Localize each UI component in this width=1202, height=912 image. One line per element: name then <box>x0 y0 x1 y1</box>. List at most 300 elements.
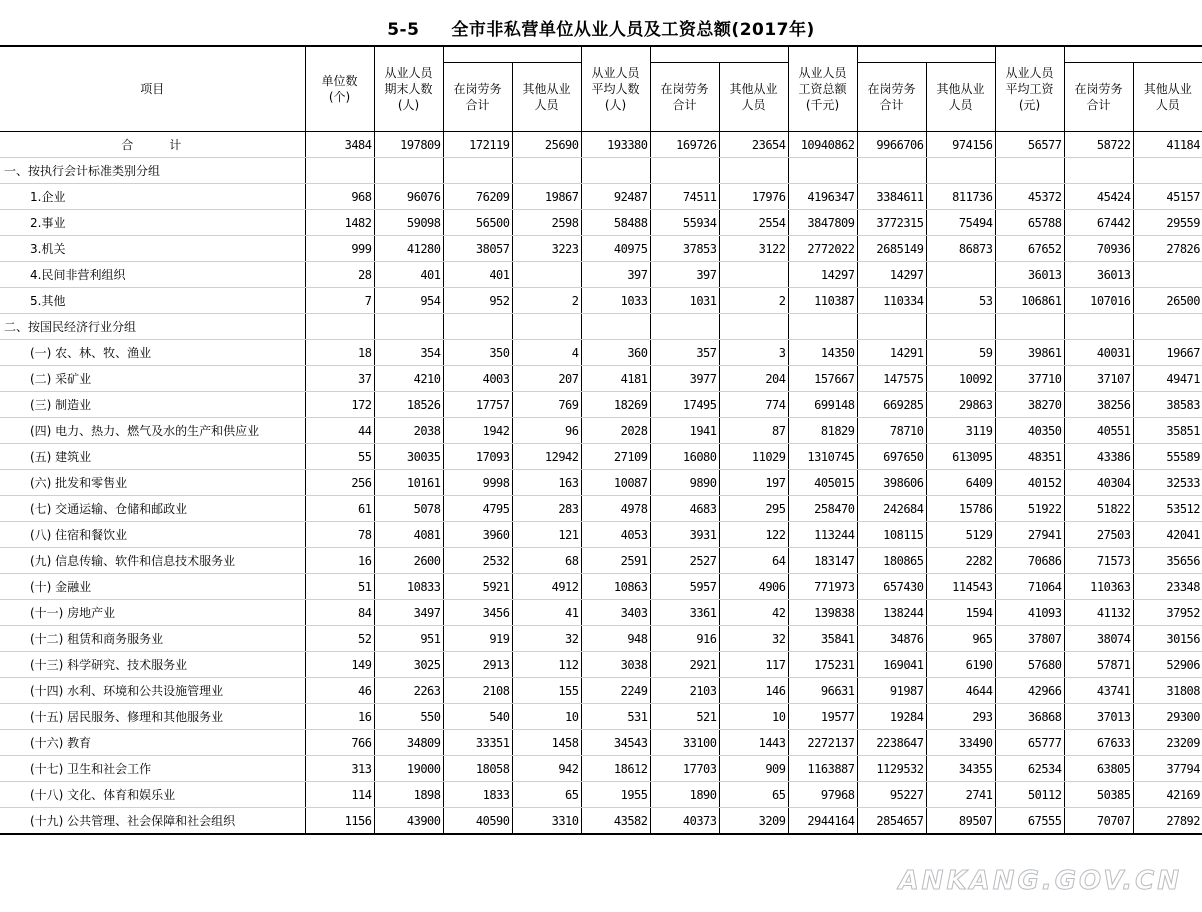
cell-value: 45372 <box>995 184 1064 210</box>
header-group-main <box>581 46 650 132</box>
cell-value: 397 <box>581 262 650 288</box>
cell-value <box>512 262 581 288</box>
cell-value: 38057 <box>443 236 512 262</box>
cell-value: 2913 <box>443 652 512 678</box>
cell-value: 29559 <box>1133 210 1202 236</box>
cell-value: 313 <box>305 756 374 782</box>
table-title: 全市非私营单位从业人员及工资总额(2017年) <box>451 20 815 40</box>
header-group-span <box>650 46 788 63</box>
cell-value: 2272137 <box>788 730 857 756</box>
header-line: 合计 <box>465 98 490 112</box>
cell-value: 9998 <box>443 470 512 496</box>
cell-value: 19577 <box>788 704 857 730</box>
cell-value: 3403 <box>581 600 650 626</box>
cell-value: 41280 <box>374 236 443 262</box>
cell-value: 59098 <box>374 210 443 236</box>
cell-value: 11029 <box>719 444 788 470</box>
cell-value: 51 <box>305 574 374 600</box>
header-units <box>305 46 374 132</box>
header-line: 工资总额 <box>798 82 847 96</box>
cell-value <box>374 158 443 184</box>
cell-value: 40373 <box>650 808 719 835</box>
cell-value: 45424 <box>1064 184 1133 210</box>
cell-value: 112 <box>512 652 581 678</box>
table-row <box>0 470 1202 496</box>
cell-value: 1129532 <box>857 756 926 782</box>
cell-value: 87 <box>719 418 788 444</box>
cell-value: 172 <box>305 392 374 418</box>
cell-value: 23348 <box>1133 574 1202 600</box>
cell-value: 4683 <box>650 496 719 522</box>
cell-value: 40590 <box>443 808 512 835</box>
row-label: 合计 <box>0 132 305 158</box>
cell-value: 56500 <box>443 210 512 236</box>
cell-value: 4053 <box>581 522 650 548</box>
cell-value: 89507 <box>926 808 995 835</box>
cell-value: 169041 <box>857 652 926 678</box>
cell-value: 110334 <box>857 288 926 314</box>
header-line: 单位数 <box>321 74 358 88</box>
cell-value <box>995 314 1064 340</box>
cell-value: 50385 <box>1064 782 1133 808</box>
cell-value: 74511 <box>650 184 719 210</box>
table-header <box>0 46 1202 132</box>
cell-value: 1156 <box>305 808 374 835</box>
cell-value: 58488 <box>581 210 650 236</box>
cell-value: 550 <box>374 704 443 730</box>
cell-value: 86873 <box>926 236 995 262</box>
cell-value: 64 <box>719 548 788 574</box>
cell-value: 1941 <box>650 418 719 444</box>
header-line: 在岗劳务 <box>1074 82 1123 96</box>
row-label: (十九) 公共管理、社会保障和社会组织 <box>0 808 305 835</box>
cell-value: 36868 <box>995 704 1064 730</box>
cell-value: 1955 <box>581 782 650 808</box>
table-number: 5-5 <box>387 20 420 40</box>
cell-value: 39861 <box>995 340 1064 366</box>
cell-value: 3456 <box>443 600 512 626</box>
table-row <box>0 314 1202 340</box>
cell-value: 65777 <box>995 730 1064 756</box>
cell-value: 28 <box>305 262 374 288</box>
table-body <box>0 132 1202 835</box>
header-group-main <box>995 46 1064 132</box>
header-line: 从业人员 <box>1005 66 1054 80</box>
header-item <box>0 46 305 132</box>
cell-value: 43741 <box>1064 678 1133 704</box>
cell-value: 258470 <box>788 496 857 522</box>
cell-value: 19284 <box>857 704 926 730</box>
row-label: (八) 住宿和餐饮业 <box>0 522 305 548</box>
cell-value: 27892 <box>1133 808 1202 835</box>
cell-value: 3119 <box>926 418 995 444</box>
cell-value: 999 <box>305 236 374 262</box>
cell-value: 34543 <box>581 730 650 756</box>
cell-value <box>581 158 650 184</box>
cell-value <box>443 158 512 184</box>
cell-value <box>719 262 788 288</box>
cell-value: 811736 <box>926 184 995 210</box>
cell-value: 81829 <box>788 418 857 444</box>
cell-value: 68 <box>512 548 581 574</box>
cell-value: 27109 <box>581 444 650 470</box>
cell-value <box>1133 314 1202 340</box>
cell-value: 15786 <box>926 496 995 522</box>
header-line: 平均工资 <box>1005 82 1054 96</box>
cell-value: 3772315 <box>857 210 926 236</box>
cell-value: 10 <box>512 704 581 730</box>
cell-value: 3847809 <box>788 210 857 236</box>
cell-value: 5078 <box>374 496 443 522</box>
cell-value: 10 <box>719 704 788 730</box>
cell-value: 18269 <box>581 392 650 418</box>
row-label: (十六) 教育 <box>0 730 305 756</box>
cell-value: 354 <box>374 340 443 366</box>
cell-value: 37853 <box>650 236 719 262</box>
cell-value: 1594 <box>926 600 995 626</box>
cell-value: 67633 <box>1064 730 1133 756</box>
cell-value: 34355 <box>926 756 995 782</box>
cell-value: 40152 <box>995 470 1064 496</box>
cell-value: 3038 <box>581 652 650 678</box>
cell-value: 157667 <box>788 366 857 392</box>
cell-value: 53512 <box>1133 496 1202 522</box>
cell-value: 37710 <box>995 366 1064 392</box>
cell-value: 38256 <box>1064 392 1133 418</box>
header-sub-other <box>1133 63 1202 132</box>
cell-value: 16 <box>305 704 374 730</box>
cell-value: 4906 <box>719 574 788 600</box>
cell-value: 18526 <box>374 392 443 418</box>
cell-value: 51822 <box>1064 496 1133 522</box>
cell-value: 70686 <box>995 548 1064 574</box>
cell-value: 48351 <box>995 444 1064 470</box>
cell-value: 32 <box>512 626 581 652</box>
cell-value: 401 <box>443 262 512 288</box>
cell-value: 110387 <box>788 288 857 314</box>
cell-value: 4003 <box>443 366 512 392</box>
cell-value: 65788 <box>995 210 1064 236</box>
cell-value: 45157 <box>1133 184 1202 210</box>
cell-value: 242684 <box>857 496 926 522</box>
cell-value: 67652 <box>995 236 1064 262</box>
row-label: (十三) 科学研究、技术服务业 <box>0 652 305 678</box>
cell-value <box>926 314 995 340</box>
cell-value: 114 <box>305 782 374 808</box>
cell-value: 774 <box>719 392 788 418</box>
cell-value: 91987 <box>857 678 926 704</box>
cell-value <box>719 314 788 340</box>
table-row <box>0 574 1202 600</box>
cell-value: 32 <box>719 626 788 652</box>
cell-value: 919 <box>443 626 512 652</box>
cell-value: 78710 <box>857 418 926 444</box>
table-row <box>0 184 1202 210</box>
cell-value: 122 <box>719 522 788 548</box>
header-line: 合计 <box>1086 98 1111 112</box>
cell-value: 657430 <box>857 574 926 600</box>
header-sub-other <box>719 63 788 132</box>
cell-value: 9966706 <box>857 132 926 158</box>
table-row <box>0 236 1202 262</box>
cell-value: 172119 <box>443 132 512 158</box>
cell-value: 33351 <box>443 730 512 756</box>
cell-value: 2 <box>719 288 788 314</box>
cell-value: 149 <box>305 652 374 678</box>
cell-value: 138244 <box>857 600 926 626</box>
cell-value: 76209 <box>443 184 512 210</box>
cell-value: 4196347 <box>788 184 857 210</box>
cell-value: 14350 <box>788 340 857 366</box>
cell-value: 697650 <box>857 444 926 470</box>
cell-value: 37794 <box>1133 756 1202 782</box>
cell-value: 1942 <box>443 418 512 444</box>
cell-value: 67442 <box>1064 210 1133 236</box>
cell-value <box>926 158 995 184</box>
row-label: 1.企业 <box>0 184 305 210</box>
cell-value: 256 <box>305 470 374 496</box>
table-row <box>0 392 1202 418</box>
cell-value: 59 <box>926 340 995 366</box>
cell-value: 57680 <box>995 652 1064 678</box>
cell-value: 27941 <box>995 522 1064 548</box>
table-row <box>0 340 1202 366</box>
cell-value <box>995 158 1064 184</box>
table-row <box>0 522 1202 548</box>
cell-value: 62534 <box>995 756 1064 782</box>
cell-value: 139838 <box>788 600 857 626</box>
cell-value: 34809 <box>374 730 443 756</box>
cell-value: 1458 <box>512 730 581 756</box>
cell-value: 42041 <box>1133 522 1202 548</box>
cell-value <box>857 314 926 340</box>
cell-value <box>512 314 581 340</box>
cell-value: 107016 <box>1064 288 1133 314</box>
cell-value <box>719 158 788 184</box>
cell-value: 41184 <box>1133 132 1202 158</box>
table-row <box>0 652 1202 678</box>
header-line: 在岗劳务 <box>867 82 916 96</box>
cell-value: 146 <box>719 678 788 704</box>
cell-value: 51922 <box>995 496 1064 522</box>
cell-value: 357 <box>650 340 719 366</box>
cell-value <box>581 314 650 340</box>
cell-value: 40975 <box>581 236 650 262</box>
cell-value: 2527 <box>650 548 719 574</box>
cell-value: 36013 <box>995 262 1064 288</box>
header-line: 人员 <box>948 98 973 112</box>
cell-value: 29300 <box>1133 704 1202 730</box>
cell-value: 180865 <box>857 548 926 574</box>
row-label: (十四) 水利、环境和公共设施管理业 <box>0 678 305 704</box>
cell-value <box>650 158 719 184</box>
cell-value: 71573 <box>1064 548 1133 574</box>
cell-value <box>1133 158 1202 184</box>
cell-value: 1163887 <box>788 756 857 782</box>
cell-value <box>305 314 374 340</box>
cell-value: 43582 <box>581 808 650 835</box>
cell-value: 10863 <box>581 574 650 600</box>
cell-value: 3497 <box>374 600 443 626</box>
cell-value: 31808 <box>1133 678 1202 704</box>
cell-value: 521 <box>650 704 719 730</box>
cell-value: 56577 <box>995 132 1064 158</box>
cell-value: 1482 <box>305 210 374 236</box>
header-sub-onpost <box>650 63 719 132</box>
cell-value: 4912 <box>512 574 581 600</box>
cell-value: 121 <box>512 522 581 548</box>
header-sub-onpost <box>443 63 512 132</box>
cell-value: 38270 <box>995 392 1064 418</box>
table-row <box>0 548 1202 574</box>
row-label: (一) 农、林、牧、渔业 <box>0 340 305 366</box>
table-row <box>0 808 1202 835</box>
cell-value: 55934 <box>650 210 719 236</box>
cell-value: 1310745 <box>788 444 857 470</box>
cell-value: 17093 <box>443 444 512 470</box>
cell-value <box>512 158 581 184</box>
cell-value: 952 <box>443 288 512 314</box>
header-line: (人) <box>397 98 420 112</box>
cell-value: 65 <box>512 782 581 808</box>
cell-value: 26500 <box>1133 288 1202 314</box>
cell-value: 2921 <box>650 652 719 678</box>
cell-value: 46 <box>305 678 374 704</box>
cell-value: 155 <box>512 678 581 704</box>
cell-value: 117 <box>719 652 788 678</box>
cell-value: 78 <box>305 522 374 548</box>
cell-value: 33490 <box>926 730 995 756</box>
cell-value: 669285 <box>857 392 926 418</box>
cell-value: 57871 <box>1064 652 1133 678</box>
cell-value: 14297 <box>857 262 926 288</box>
cell-value: 10833 <box>374 574 443 600</box>
cell-value: 12942 <box>512 444 581 470</box>
cell-value: 55589 <box>1133 444 1202 470</box>
cell-value: 1031 <box>650 288 719 314</box>
cell-value: 2532 <box>443 548 512 574</box>
cell-value: 4978 <box>581 496 650 522</box>
cell-value <box>1064 314 1133 340</box>
cell-value: 965 <box>926 626 995 652</box>
statistics-table <box>0 45 1202 835</box>
cell-value: 18 <box>305 340 374 366</box>
table-row <box>0 262 1202 288</box>
cell-value: 84 <box>305 600 374 626</box>
table-row <box>0 132 1202 158</box>
header-group-main <box>374 46 443 132</box>
cell-value: 14297 <box>788 262 857 288</box>
cell-value: 2600 <box>374 548 443 574</box>
cell-value: 540 <box>443 704 512 730</box>
cell-value: 699148 <box>788 392 857 418</box>
cell-value: 108115 <box>857 522 926 548</box>
cell-value: 2028 <box>581 418 650 444</box>
watermark: ANKANG.GOV.CN <box>898 866 1182 896</box>
cell-value: 207 <box>512 366 581 392</box>
cell-value: 2685149 <box>857 236 926 262</box>
row-label: (五) 建筑业 <box>0 444 305 470</box>
cell-value: 974156 <box>926 132 995 158</box>
row-label: (七) 交通运输、仓储和邮政业 <box>0 496 305 522</box>
cell-value: 2108 <box>443 678 512 704</box>
cell-value <box>650 314 719 340</box>
cell-value: 61 <box>305 496 374 522</box>
cell-value: 1898 <box>374 782 443 808</box>
table-row <box>0 756 1202 782</box>
table-row <box>0 288 1202 314</box>
cell-value: 613095 <box>926 444 995 470</box>
header-sub-onpost <box>857 63 926 132</box>
cell-value: 4081 <box>374 522 443 548</box>
cell-value: 3384611 <box>857 184 926 210</box>
cell-value <box>788 158 857 184</box>
header-item-label: 项目 <box>140 82 165 96</box>
cell-value: 183147 <box>788 548 857 574</box>
cell-value: 2238647 <box>857 730 926 756</box>
cell-value: 197 <box>719 470 788 496</box>
cell-value: 2554 <box>719 210 788 236</box>
cell-value <box>374 314 443 340</box>
cell-value: 42 <box>719 600 788 626</box>
cell-value: 55 <box>305 444 374 470</box>
row-label: 2.事业 <box>0 210 305 236</box>
cell-value: 147575 <box>857 366 926 392</box>
cell-value: 909 <box>719 756 788 782</box>
cell-value: 4 <box>512 340 581 366</box>
header-line: 其他从业 <box>936 82 985 96</box>
row-label: (三) 制造业 <box>0 392 305 418</box>
cell-value: 75494 <box>926 210 995 236</box>
cell-value: 1833 <box>443 782 512 808</box>
cell-value: 2591 <box>581 548 650 574</box>
cell-value: 360 <box>581 340 650 366</box>
header-sub-onpost <box>1064 63 1133 132</box>
cell-value <box>443 314 512 340</box>
cell-value: 2103 <box>650 678 719 704</box>
cell-value: 40551 <box>1064 418 1133 444</box>
cell-value: 2772022 <box>788 236 857 262</box>
row-label: (九) 信息传输、软件和信息技术服务业 <box>0 548 305 574</box>
cell-value: 41132 <box>1064 600 1133 626</box>
cell-value: 16 <box>305 548 374 574</box>
header-group-span <box>443 46 581 63</box>
cell-value: 53 <box>926 288 995 314</box>
cell-value: 17757 <box>443 392 512 418</box>
row-label: 4.民间非营利组织 <box>0 262 305 288</box>
cell-value: 23654 <box>719 132 788 158</box>
row-label: (十二) 租赁和商务服务业 <box>0 626 305 652</box>
row-label: 5.其他 <box>0 288 305 314</box>
table-row <box>0 210 1202 236</box>
cell-value: 19867 <box>512 184 581 210</box>
cell-value: 193380 <box>581 132 650 158</box>
cell-value <box>1133 262 1202 288</box>
cell-value: 10940862 <box>788 132 857 158</box>
cell-value: 27826 <box>1133 236 1202 262</box>
cell-value: 43900 <box>374 808 443 835</box>
table-row <box>0 678 1202 704</box>
cell-value <box>926 262 995 288</box>
table-row <box>0 600 1202 626</box>
cell-value: 35851 <box>1133 418 1202 444</box>
cell-value: 951 <box>374 626 443 652</box>
cell-value: 2263 <box>374 678 443 704</box>
cell-value: 769 <box>512 392 581 418</box>
cell-value: 2741 <box>926 782 995 808</box>
row-label: 二、按国民经济行业分组 <box>0 314 305 340</box>
cell-value: 2598 <box>512 210 581 236</box>
